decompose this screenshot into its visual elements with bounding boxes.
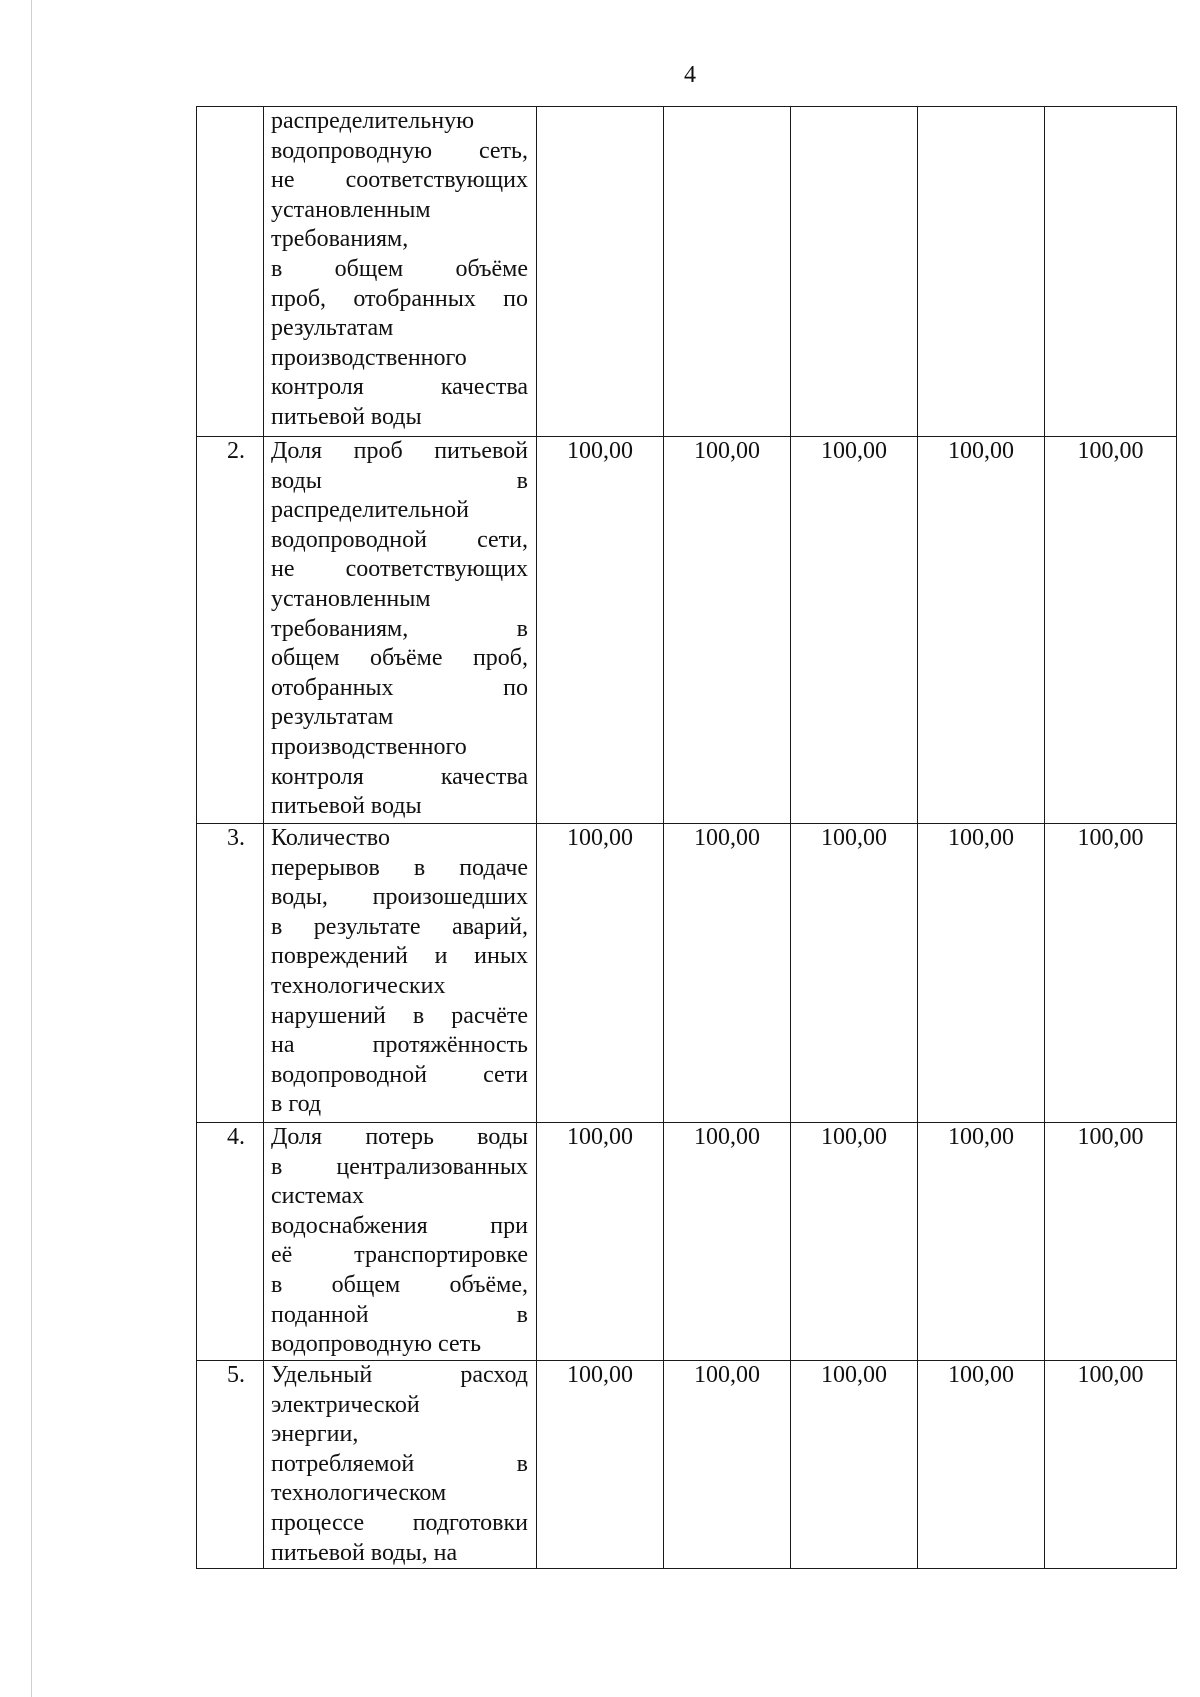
description-line: нарушений в расчёте [271,1002,528,1029]
indicator-description [271,1361,528,1568]
indicator-description-cell [264,1123,537,1361]
description-line: водопроводную сеть, [271,137,528,164]
description-line: питьевой воды, на [271,1539,458,1566]
description-line: общем объёме проб, [271,645,528,672]
value-cell-year-4: 100,00 [918,437,1045,824]
description-line: Доля проб питьевой [271,438,528,464]
value-cell-year-2: 100,00 [664,1361,791,1569]
indicators-table [196,106,1177,1569]
value-cell-year-1: 100,00 [537,1123,664,1361]
description-line: водопроводной сети [271,1061,528,1088]
value-cell-year-5 [1045,107,1177,437]
description-line: системах [271,1183,364,1210]
indicator-description [271,107,528,433]
description-line: распределительную [271,108,475,134]
value-cell-year-3: 100,00 [791,1123,918,1361]
value-cell-year-1: 100,00 [537,824,664,1123]
value-cell-year-3: 100,00 [791,1361,918,1569]
description-line: результатам [271,704,394,731]
description-line: поданной в [271,1301,528,1328]
scan-edge-line [31,0,32,1697]
description-line: требованиям, [271,226,409,253]
description-line: производственного [271,733,467,760]
value-cell-year-2 [664,107,791,437]
value-cell-year-1: 100,00 [537,437,664,824]
description-line: питьевой воды [271,793,422,820]
value-cell-year-3: 100,00 [791,437,918,824]
description-line: воды в [271,467,528,494]
row-number-cell: 4. [197,1123,264,1361]
value-cell-year-2: 100,00 [664,824,791,1123]
description-line: проб, отобранных по [271,285,528,312]
description-line: её транспортировке [271,1242,528,1269]
description-line: распределительной [271,497,469,524]
indicator-description [271,437,528,822]
row-number-cell [197,107,264,437]
indicator-description [271,1123,528,1360]
description-line: Удельный расход [271,1362,528,1388]
value-cell-year-2: 100,00 [664,437,791,824]
description-line: Количество [271,825,390,851]
description-line: контроля качества [271,374,528,401]
description-line: требованиям, в [271,615,528,642]
row-number-cell: 3. [197,824,264,1123]
value-cell-year-4 [918,107,1045,437]
row-number-cell: 2. [197,437,264,824]
description-line: в общем объёме [271,255,528,282]
value-cell-year-4: 100,00 [918,1361,1045,1569]
value-cell-year-2: 100,00 [664,1123,791,1361]
indicator-description-cell [264,107,537,437]
description-line: воды, произошедших [271,884,528,911]
value-cell-year-5: 100,00 [1045,1361,1177,1569]
description-line: не соответствующих [271,556,528,583]
description-line: установленным [271,196,431,223]
value-cell-year-3: 100,00 [791,824,918,1123]
description-line: на протяжённость [271,1032,528,1059]
description-line: водоснабжения при [271,1212,528,1239]
description-line: процессе подготовки [271,1509,528,1536]
table-row [197,824,1177,1123]
description-line: водопроводную сеть [271,1331,482,1358]
row-number-cell: 5. [197,1361,264,1569]
description-line: установленным [271,585,431,612]
description-line: электрической [271,1391,420,1418]
indicator-description-cell [264,824,537,1123]
description-line: энергии, [271,1421,359,1448]
description-line: результатам [271,315,394,342]
description-line: в результате аварий, [271,913,528,940]
value-cell-year-5: 100,00 [1045,1123,1177,1361]
value-cell-year-4: 100,00 [918,824,1045,1123]
indicator-description [271,824,528,1120]
description-line: технологических [271,972,446,999]
table-row [197,107,1177,437]
table-row [197,1361,1177,1569]
value-cell-year-1 [537,107,664,437]
table-row [197,437,1177,824]
description-line: перерывов в подаче [271,854,528,881]
description-line: Доля потерь воды [271,1124,528,1150]
value-cell-year-4: 100,00 [918,1123,1045,1361]
description-line: питьевой воды [271,403,422,430]
description-line: контроля качества [271,763,528,790]
description-line: в централизованных [271,1153,528,1180]
table-row [197,1123,1177,1361]
description-line: повреждений и иных [271,943,528,970]
description-line: в год [271,1091,322,1118]
indicator-description-cell [264,437,537,824]
description-line: потребляемой в [271,1450,528,1477]
description-line: технологическом [271,1480,447,1507]
description-line: водопроводной сети, [271,526,528,553]
value-cell-year-5: 100,00 [1045,824,1177,1123]
value-cell-year-5: 100,00 [1045,437,1177,824]
description-line: производственного [271,344,467,371]
value-cell-year-1: 100,00 [537,1361,664,1569]
table-body [197,107,1177,1569]
indicator-description-cell [264,1361,537,1569]
description-line: не соответствующих [271,167,528,194]
description-line: в общем объёме, [271,1271,528,1298]
description-line: отобранных по [271,674,528,701]
value-cell-year-3 [791,107,918,437]
page-number: 4 [684,62,696,88]
